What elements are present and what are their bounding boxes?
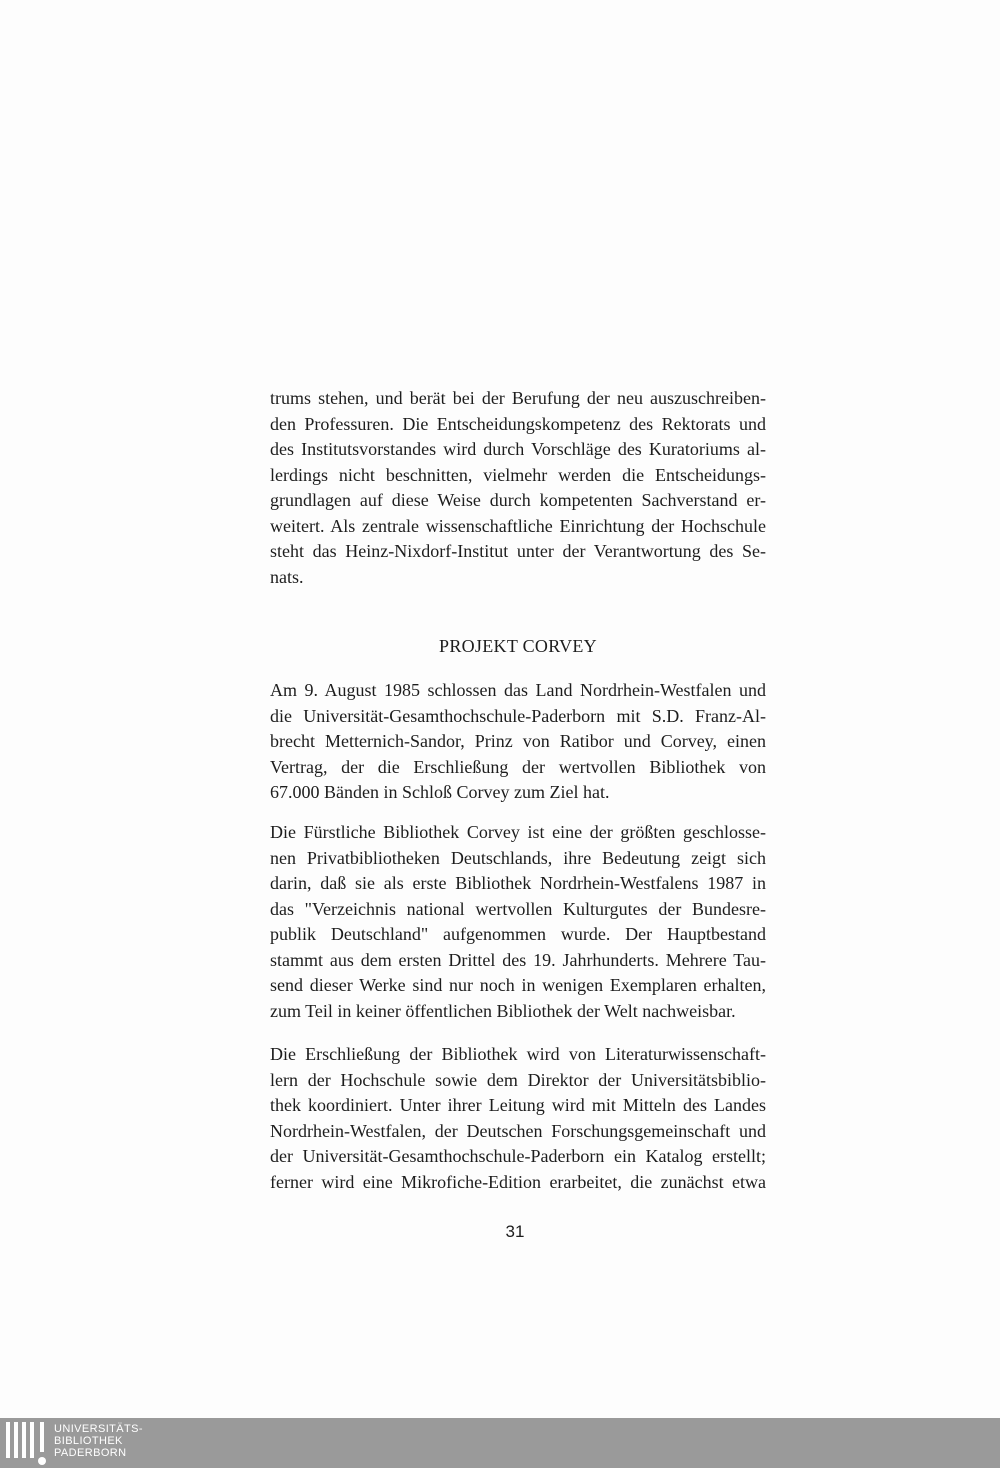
text-line: Die Erschließung der Bibliothek wird von Literaturwissenschaft- (270, 1044, 766, 1064)
text-line: die Universität-Gesamthochschule-Paderborn mit S.D. Franz-Al- (270, 705, 766, 726)
paragraph-library (270, 820, 766, 1024)
text-line: Am 9. August 1985 schlossen das Land Nordrhein-Westfalen und (270, 680, 766, 700)
text-line: lerdings nicht beschnitten, vielmehr werden die Entscheidungs- (270, 464, 766, 485)
paragraph-contract (270, 678, 766, 806)
text-line: nen Privatbibliotheken Deutschlands, ihre Bedeutung zeigt sich (270, 847, 766, 868)
text-line: darin, daß sie als erste Bibliothek Nordrhein-Westfalens 1987 in (270, 873, 766, 893)
text-line: stammt aus dem ersten Drittel des 19. Jahrhunderts. Mehrere Tau- (270, 949, 766, 970)
library-logo-icon (6, 1422, 46, 1464)
text-line: trums stehen, und berät bei der Berufung der neu auszuschreiben- (270, 388, 766, 408)
paragraph-catalogue (270, 1042, 766, 1195)
text-line: das "Verzeichnis national wertvollen Kulturgutes der Bundesre- (270, 898, 766, 919)
logo-line: PADERBORN (54, 1447, 127, 1459)
text-line: thek koordiniert. Unter ihrer Leitung wird mit Mitteln des Landes (270, 1095, 766, 1115)
text-line: der Universität-Gesamthochschule-Paderborn ein Katalog erstellt; (270, 1146, 766, 1166)
page-number: 31 (505, 1222, 525, 1241)
logo-line: BIBLIOTHEK (54, 1435, 123, 1447)
logo-line: UNIVERSITÄTS- (54, 1423, 143, 1435)
text-line: Vertrag, der die Erschließung der wertvollen Bibliothek von (270, 756, 766, 777)
text-line: ferner wird eine Mikrofiche-Edition erarbeitet, die zunächst etwa (270, 1171, 766, 1192)
text-line: lern der Hochschule sowie dem Direktor der Universitätsbiblio- (270, 1069, 766, 1090)
text-line: 67.000 Bänden in Schloß Corvey zum Ziel hat. (270, 782, 610, 802)
library-footer-bar (0, 1418, 1000, 1468)
text-line: des Institutsvorstandes wird durch Vorschläge des Kuratoriums al- (270, 439, 766, 459)
text-line: den Professuren. Die Entscheidungskompetenz des Rektorats und (270, 413, 766, 434)
library-logo-text (54, 1423, 143, 1459)
text-line: send dieser Werke sind nur noch in wenigen Exemplaren erhalten, (270, 975, 766, 995)
text-line: brecht Metternich-Sandor, Prinz von Ratibor und Corvey, einen (270, 731, 766, 751)
text-line: nats. (270, 566, 304, 587)
text-line: Die Fürstliche Bibliothek Corvey ist eine der größten geschlosse- (270, 822, 766, 842)
section-heading: PROJEKT CORVEY (439, 636, 597, 656)
text-line: weitert. Als zentrale wissenschaftliche Einrichtung der Hochschule (270, 515, 766, 536)
paragraph-senate (270, 386, 766, 590)
text-line: grundlagen auf diese Weise durch kompetenten Sachverstand er- (270, 490, 766, 510)
text-line: publik Deutschland" aufgenommen wurde. Der Hauptbestand (270, 924, 766, 944)
text-line: steht das Heinz-Nixdorf-Institut unter der Verantwortung des Se- (270, 541, 766, 561)
text-line: Nordrhein-Westfalen, der Deutschen Forschungsgemeinschaft und (270, 1120, 766, 1141)
text-line: zum Teil in keiner öffentlichen Bibliothek der Welt nachweisbar. (270, 1000, 736, 1021)
